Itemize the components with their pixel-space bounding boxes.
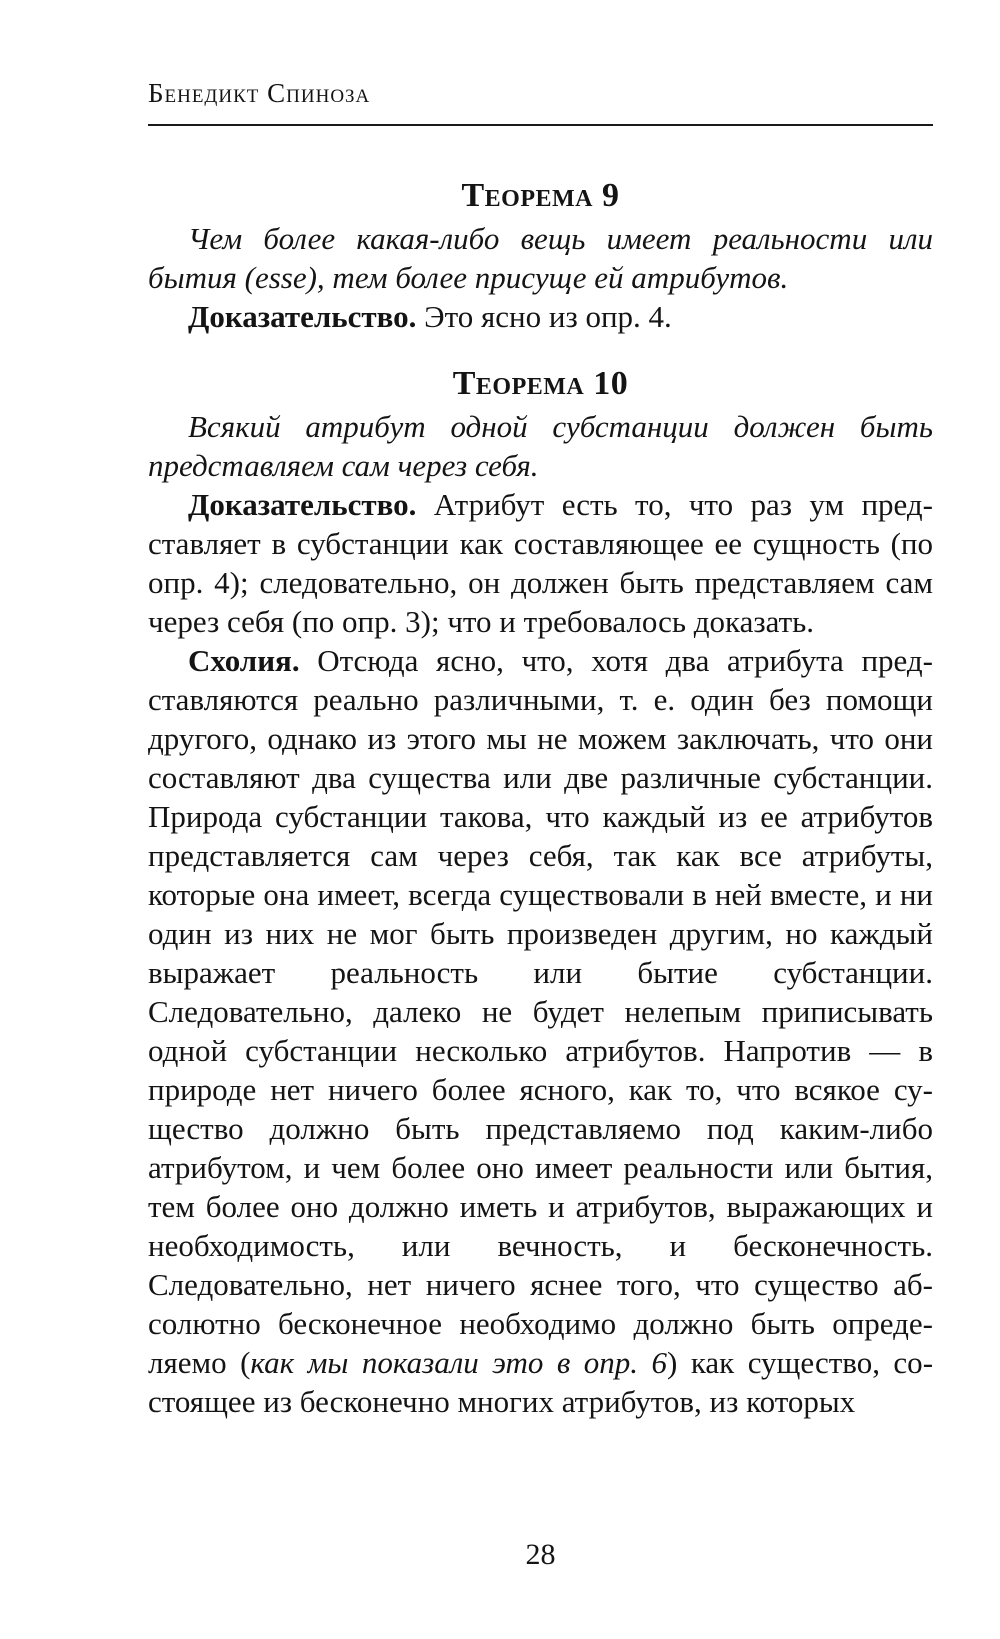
scholium-text-2: ) как существо, состоящее из бесконечно многих атрибутов, из которых (148, 1345, 934, 1419)
body-text (148, 176, 933, 1421)
page-number: 28 (525, 1538, 556, 1571)
scholium-italic-reference: как мы показали это в опр. 6 (250, 1345, 668, 1380)
theorem-10-statement: Всякий атрибут одной субстанции должен быть представляем сам через себя. (148, 409, 933, 483)
scholium-text-1: Отсюда ясно, что, хотя два атрибута представляются реально различными, т. е. один без помощи другого, однако из этого мы не можем заключать, что они составляют два существа или две различные субстанции. Природа субстанции такова, что каждый из ее атрибутов представляется сам через себя, так как все атрибуты, которые она имеет, всегда существовали в ней вместе, и ни один из них не мог быть произведен другим, но каждый выражает реальность или бытие субстанции. Следовательно, далеко не будет нелепым приписывать одной субстанции несколько атрибутов. Напротив — в природе нет ничего более ясного, как то, что всякое существо должно быть представляемо под каким-либо атрибутом, и чем более оно имеет реальности или бытия, тем более оно должно иметь и атрибутов, выражающих и необходимость, или вечность, и бесконечность. Следовательно, нет ничего яснее того, что существо абсолютно бесконечное необходимо должно быть определяемо ( (148, 643, 933, 1380)
running-head: Бенедикт Спиноза (148, 78, 371, 108)
scholium-label: Схолия. (188, 643, 300, 678)
theorem-9-statement: Чем более какая-либо вещь имеет реальности или бытия (esse), тем более присуще ей атрибутов. (148, 221, 933, 295)
theorem-10-title: Теорема 10 (452, 365, 629, 402)
scholium (148, 641, 933, 1421)
proof-text: Это ясно из опр. 4. (416, 299, 672, 334)
proof-text: Атрибут есть то, что раз ум представляет в субстанции как составляющее ее сущность (по опр. 4); следовательно, он должен быть представляем сам через себя (по опр. 3); что и требовалось доказать. (148, 487, 933, 639)
proof-label: Доказательство. (188, 487, 417, 522)
proof-label: Доказательство. (188, 299, 417, 334)
theorem-10-proof (148, 485, 933, 641)
theorem-9-proof (148, 297, 933, 336)
header-rule (148, 124, 933, 126)
theorem-9-title: Теорема 9 (461, 177, 620, 214)
book-page (148, 0, 933, 1639)
